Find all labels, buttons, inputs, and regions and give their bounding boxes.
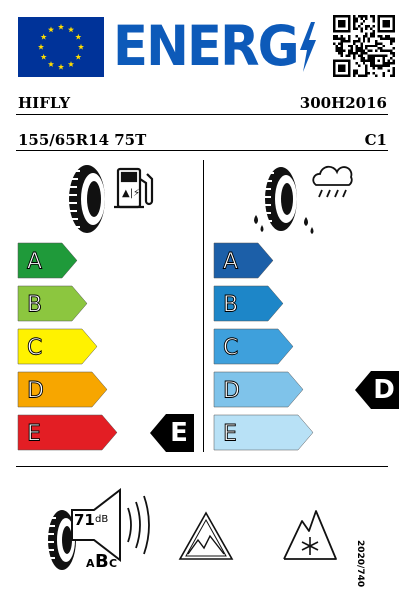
sound-waves-icon	[128, 496, 149, 554]
fuel-efficiency-bar-label: C	[27, 335, 43, 361]
wet-grip-bar-label: B	[223, 292, 239, 318]
tyre-size: 155/65R14 75T	[18, 131, 147, 149]
noise-class-b: B	[95, 551, 109, 572]
fuel-efficiency-bar-label: A	[27, 249, 43, 275]
noise-unit: dB	[95, 514, 109, 525]
wet-grip-bar-label: D	[223, 378, 240, 404]
wet-grip-bar-label: C	[223, 335, 239, 361]
noise-class-c: C	[109, 557, 118, 570]
wet-grip-bar-label: A	[223, 249, 239, 275]
wet-grip-bar-d	[214, 372, 303, 407]
divider-bottom	[16, 466, 388, 467]
wet-grip-bar-e	[214, 415, 313, 450]
regulation-reference: 2020/740	[355, 540, 365, 588]
svg-text:▲|⚡: ▲|⚡	[122, 188, 141, 199]
fuel-efficiency-bar-label: E	[27, 421, 41, 447]
brand-name: HIFLY	[18, 94, 71, 112]
wet-grip-bar-a	[214, 243, 273, 278]
energy-word: ENERG	[113, 14, 298, 78]
wet-grip-bar-c	[214, 329, 293, 364]
wet-grip-rating: D	[373, 375, 395, 405]
tyre-class: C1	[364, 131, 387, 149]
wet-grip-bar-label: E	[223, 421, 237, 447]
fuel-efficiency-bar-label: B	[27, 292, 43, 318]
noise-class-a: A	[86, 557, 95, 570]
wet-grip-bar-b	[214, 286, 283, 321]
fuel-efficiency-bar-label: D	[27, 378, 44, 404]
fuel-efficiency-rating: E	[170, 418, 188, 448]
model-name: 300H2016	[299, 94, 387, 112]
snowflake-mountain-icon	[282, 507, 338, 561]
snow-mountain-icon	[178, 510, 234, 562]
noise-value: 71	[74, 511, 95, 529]
